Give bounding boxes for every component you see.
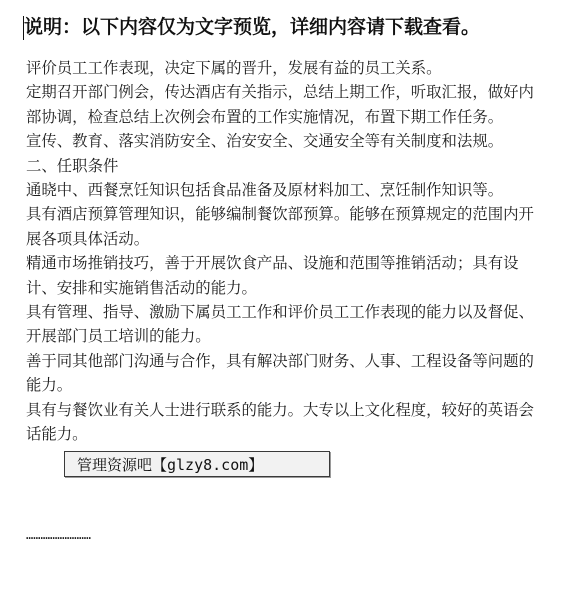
paragraph: 具有管理、指导、激励下属员工工作和评价员工工作表现的能力以及督促、开展部门员工培训的能力。 (26, 303, 534, 346)
paragraph: 评价员工工作表现，决定下属的晋升，发展有益的员工关系。 (26, 59, 442, 77)
paragraph: 具有酒店预算管理知识，能够编制餐饮部预算。能够在预算规定的范围内开展各项具体活动。 (26, 205, 534, 248)
preview-notice: 说明：以下内容仅为文字预览，详细内容请下载查看。 (24, 16, 481, 38)
paragraph: 宣传、教育、落实消防安全、治安安全、交通安全等有关制度和法规。 (26, 132, 504, 151)
paragraph: 善于同其他部门沟通与合作，具有解决部门财务、人事、工程设备等问题的能力。 (26, 351, 534, 395)
document-body (26, 56, 541, 447)
paragraph: 具有与餐饮业有关人士进行联系的能力。大专以上文化程度，较好的英语会话能力。 (26, 400, 534, 444)
paragraph: 精通市场推销技巧，善于开展饮食产品、设施和范围等推销活动；具有设计、安排和实施销售活动的能力。 (26, 254, 519, 297)
paragraph: 通晓中、西餐烹饪知识包括食品准备及原材料加工、烹饪制作知识等。 (26, 181, 504, 200)
ellipsis-line: ……………………… (26, 528, 92, 542)
paragraph: 定期召开部门例会，传达酒店有关指示，总结上期工作，听取汇报，做好内部协调，检查总结上次例会布置的工作实施情况，布置下期工作任务。 (26, 83, 534, 126)
watermark-badge: 管理资源吧【glzy8.com】 (64, 451, 330, 477)
section-heading: 二、任职条件 (26, 156, 119, 175)
